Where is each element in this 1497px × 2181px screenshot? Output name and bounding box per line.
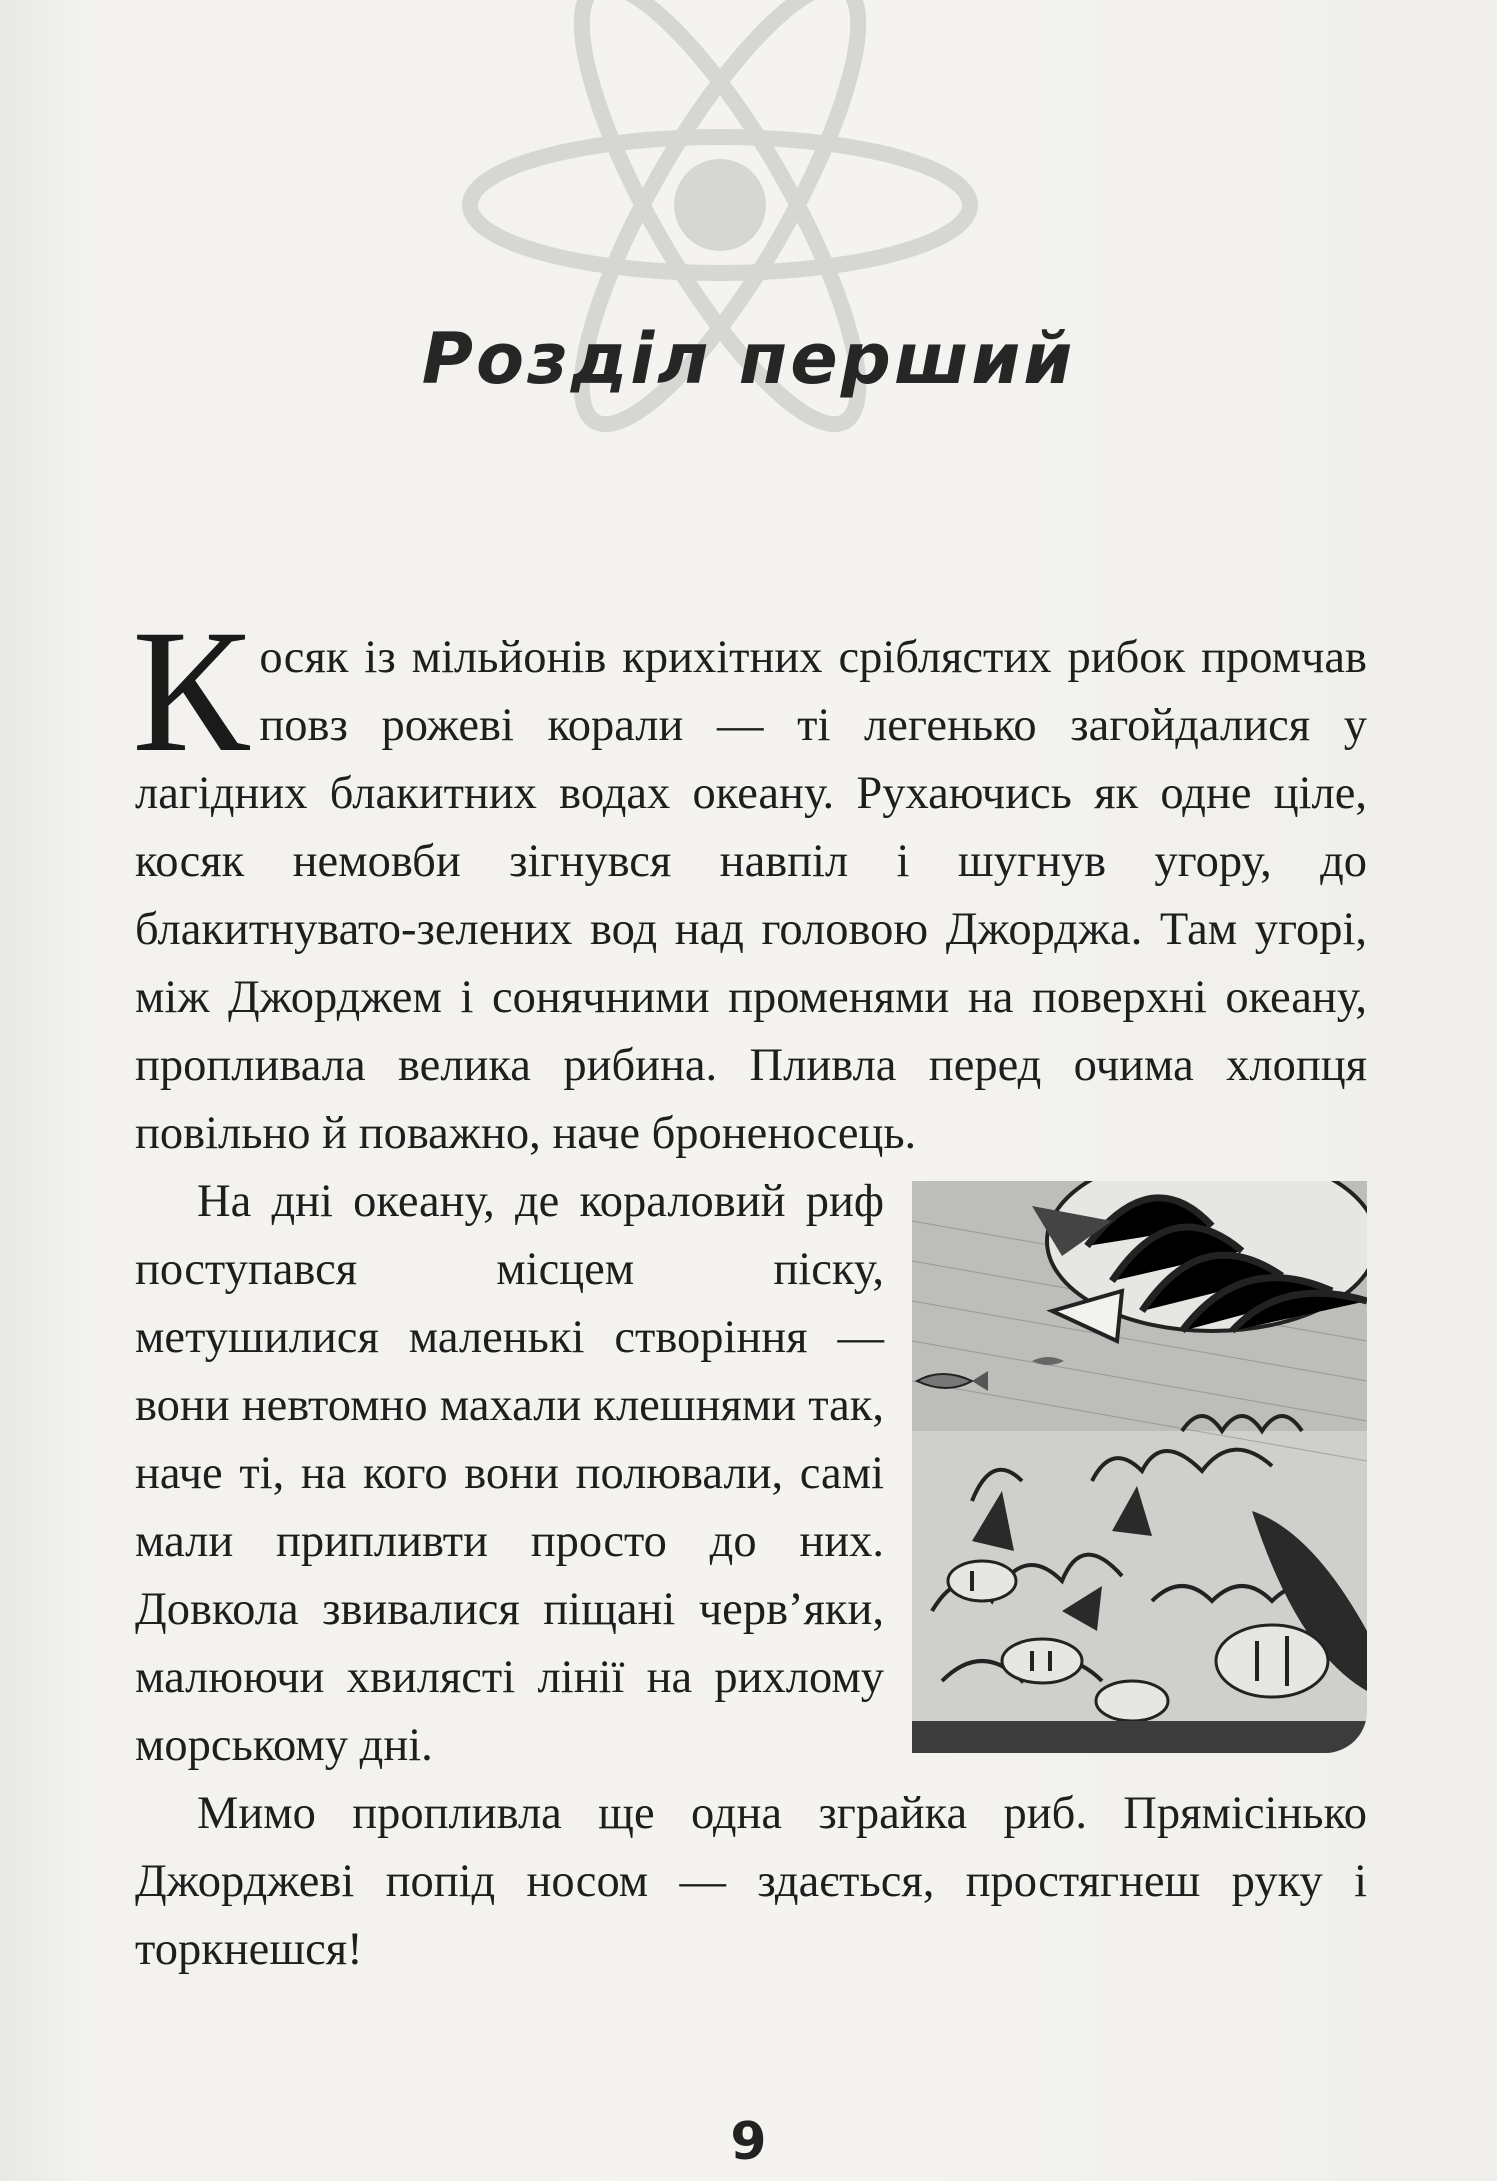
atom-icon (440, 0, 1000, 480)
paragraph-3-text: Мимо пропливла ще одна зграйка риб. Прямісінько Джорджеві попід носом — здається, простягнеш руку і торкнешся! (135, 1788, 1367, 1975)
drop-cap: К (132, 594, 250, 789)
body-text (132, 594, 1367, 1984)
page-number: 9 (730, 2112, 767, 2172)
underwater-coral-reef-illustration (912, 1181, 1367, 1753)
paragraph-2 (135, 1168, 1367, 1780)
chapter-title: Розділ перший (421, 318, 1076, 400)
paragraph-2-text: На дні океану, де кораловий риф поступався місцем піску, метушилися маленькі створіння — вони невтомно махали клешнями так, наче ті, на кого вони полювали, самі мали припливти просто до них. Довкола звивалися піщані черв’яки, малюючи хвилясті лінії на рихлому морському дні. (135, 1176, 884, 1771)
paragraph-1 (132, 594, 1367, 1168)
paragraph-3 (135, 1780, 1367, 1984)
paragraph-1-text: осяк із мільйонів крихітних сріблястих рибок промчав повз рожеві корали — ті легенько загойдалися у лагідних блакитних водах океану. Рухаючись як одне ціле, косяк немовби зігнувся навпіл і шугнув угору, до блакитнувато-зелених вод над головою Джорджа. Там угорі, між Джорджем і сонячними променями на поверхні океану, пропливала велика рибина. Пливла перед очима хлопця повільно й поважно, наче броненосець. (135, 632, 1367, 1159)
